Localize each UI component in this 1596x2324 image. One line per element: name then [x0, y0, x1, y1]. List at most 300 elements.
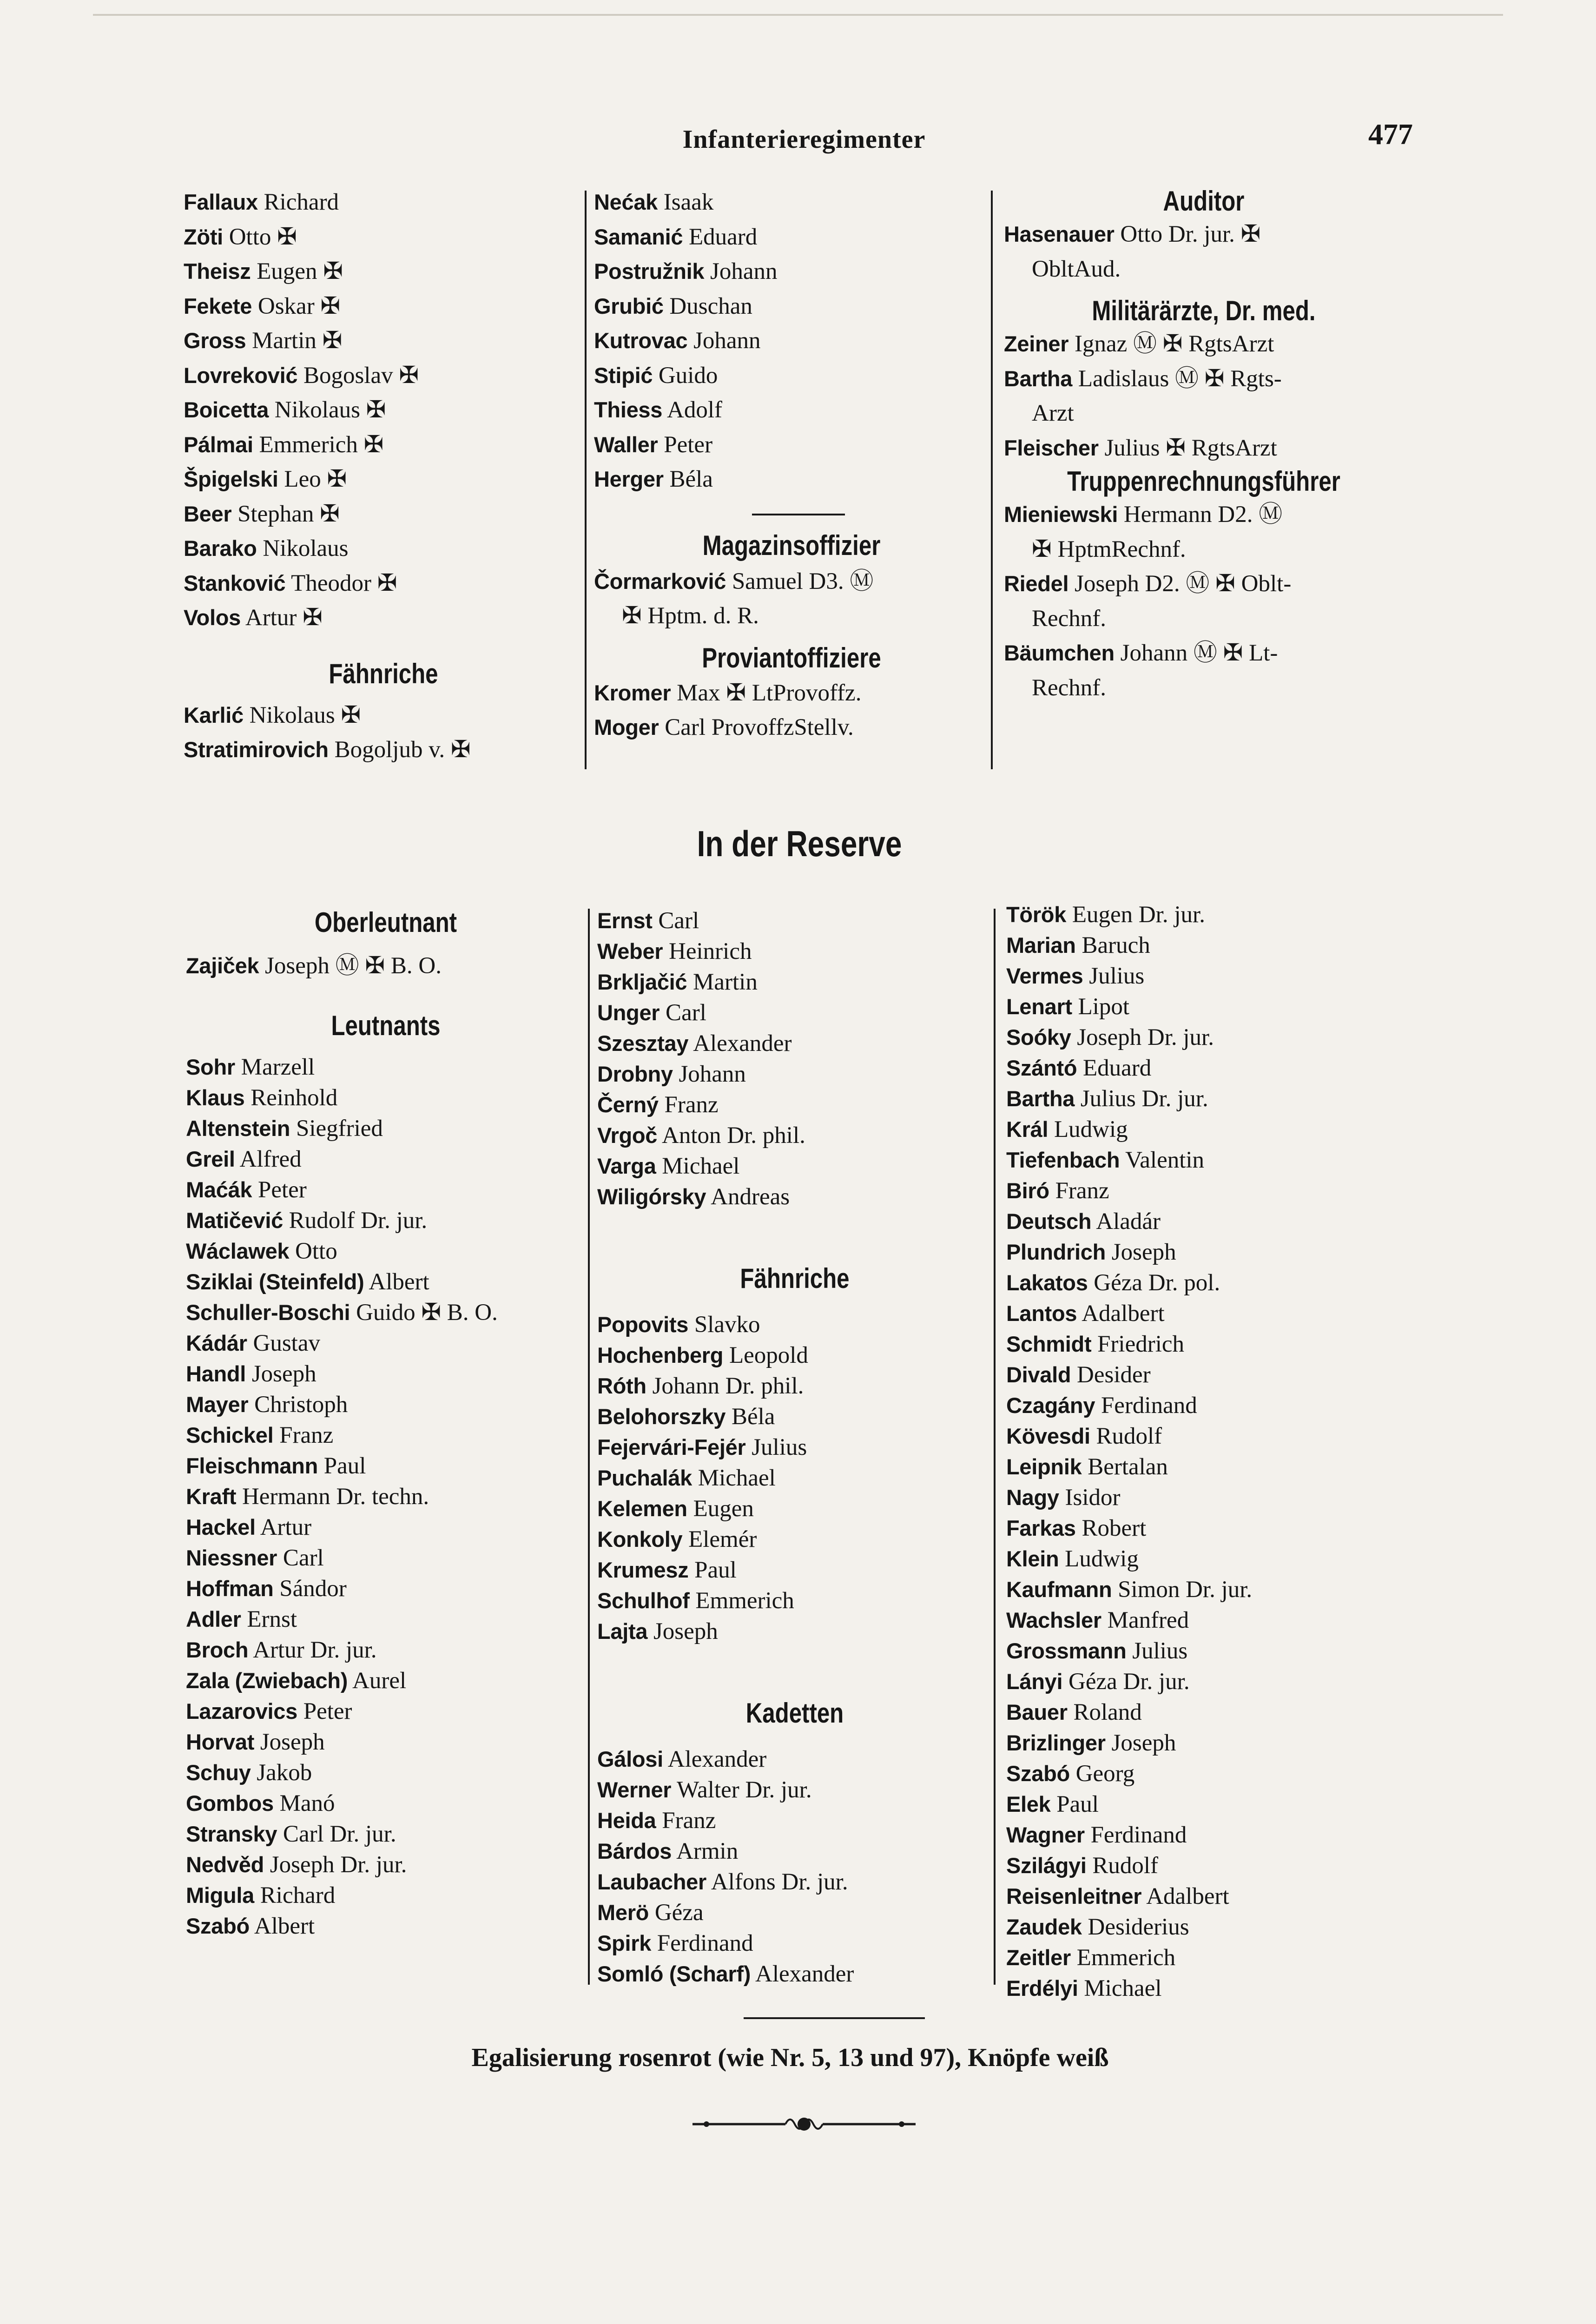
list-item — [1004, 671, 1404, 706]
given-name-and-rank: Richard — [254, 1882, 336, 1908]
list-item — [186, 1757, 586, 1788]
surname: Fleischer — [1004, 435, 1099, 460]
given-name-and-rank: Oskar ✠ — [252, 293, 341, 319]
given-name-and-rank: Eduard — [683, 224, 758, 250]
given-name-and-rank: Johann — [673, 1061, 746, 1087]
list-item — [1006, 1758, 1406, 1789]
section-heading-proviantoffiziere: Proviantoffiziere — [702, 642, 881, 673]
list-item — [1006, 1728, 1406, 1758]
surname: Spirk — [597, 1931, 652, 1955]
list-item — [1006, 1973, 1406, 2004]
surname: Špigelski — [184, 467, 278, 491]
given-name-and-rank: Eugen Dr. jur. — [1066, 902, 1205, 928]
column-divider — [585, 191, 587, 769]
list-item — [1004, 497, 1404, 532]
given-name-and-rank: Johann Dr. phil. — [646, 1373, 804, 1399]
surname: Erdélyi — [1006, 1976, 1078, 2000]
surname: Stratimirovich — [184, 737, 329, 762]
given-name-and-rank: Alexander — [663, 1746, 767, 1772]
section-heading-militaeraerzte: Militärärzte, Dr. med. — [1092, 295, 1316, 326]
surname: Zeiner — [1004, 331, 1069, 356]
given-name-and-rank: Duschan — [663, 293, 752, 319]
list-item — [594, 393, 989, 428]
surname: Sohr — [186, 1054, 235, 1079]
list-item — [184, 254, 583, 289]
list-item — [597, 1928, 992, 1959]
surname: Elek — [1006, 1792, 1051, 1816]
given-name-and-rank: Joseph — [254, 1729, 325, 1755]
given-name-and-rank: Bertalan — [1082, 1454, 1168, 1480]
surname: Schuy — [186, 1760, 251, 1785]
list-item — [1006, 1206, 1406, 1237]
list-item — [1006, 1789, 1406, 1820]
list-item — [186, 1543, 586, 1573]
given-name-and-rank: Stephan ✠ — [231, 501, 340, 527]
column-divider — [588, 909, 590, 1985]
list-item — [186, 1665, 586, 1696]
surname: Lajta — [597, 1619, 648, 1644]
surname: Popovits — [597, 1312, 689, 1337]
list-item — [1004, 327, 1404, 362]
list-item — [597, 1775, 992, 1805]
list-item — [597, 1401, 992, 1432]
surname: Postružnik — [594, 259, 705, 284]
list-item — [1006, 991, 1406, 1022]
surname: Vrgoč — [597, 1123, 658, 1148]
list-item — [184, 289, 583, 324]
list-item — [184, 428, 583, 462]
list-item — [186, 1420, 586, 1451]
surname: Samanić — [594, 224, 683, 249]
surname: Schickel — [186, 1422, 274, 1447]
list-item — [594, 462, 989, 497]
list-item — [597, 1463, 992, 1493]
surname: Soóky — [1006, 1025, 1071, 1050]
surname: Török — [1006, 902, 1067, 927]
given-name-and-rank: ObltAud. — [1032, 256, 1121, 282]
given-name-and-rank: Alfons Dr. jur. — [706, 1869, 848, 1895]
given-name-and-rank: Eugen — [687, 1496, 754, 1522]
list-item — [1006, 1360, 1406, 1390]
column-divider — [994, 909, 996, 1985]
surname: Puchalák — [597, 1466, 692, 1490]
given-name-and-rank: Adalbert — [1141, 1883, 1229, 1909]
surname: Fallaux — [184, 190, 258, 214]
list-item — [1006, 1329, 1406, 1360]
surname: Lakatos — [1006, 1270, 1088, 1295]
given-name-and-rank: Alexander — [688, 1030, 792, 1056]
list-item — [1004, 252, 1404, 287]
given-name-and-rank: Emmerich ✠ — [253, 431, 384, 458]
footer-rule — [744, 2017, 925, 2019]
given-name-and-rank: Peter — [252, 1176, 307, 1203]
given-name-and-rank: Guido ✠ B. O. — [350, 1299, 498, 1326]
list-item — [1006, 1053, 1406, 1083]
surname: Bárdos — [597, 1839, 672, 1863]
section-heading-faehnriche-reserve: Fähnriche — [740, 1263, 850, 1294]
given-name-and-rank: Ferdinand — [1084, 1822, 1187, 1848]
list-item — [1006, 1268, 1406, 1298]
officer-list — [594, 185, 989, 497]
surname: Fejervári-Fejér — [597, 1435, 746, 1459]
surname: Nagy — [1006, 1485, 1059, 1510]
given-name-and-rank: Arzt — [1032, 400, 1074, 426]
given-name-and-rank: Franz — [658, 1092, 719, 1118]
list-item — [1006, 1942, 1406, 1973]
given-name-and-rank: Emmerich — [1070, 1945, 1176, 1971]
given-name-and-rank: Johann — [687, 328, 761, 354]
given-name-and-rank: Géza Dr. jur. — [1062, 1669, 1190, 1695]
list-item — [594, 324, 989, 358]
given-name-and-rank: Baruch — [1075, 932, 1150, 958]
active-column-3 — [1004, 185, 1404, 705]
given-name-and-rank: Heinrich — [663, 938, 752, 964]
list-item — [1004, 431, 1404, 466]
given-name-and-rank: Aladár — [1091, 1208, 1161, 1235]
list-item — [186, 1236, 586, 1267]
surname: Wagner — [1006, 1822, 1085, 1847]
section-heading-kadetten: Kadetten — [745, 1697, 844, 1729]
page-number: 477 — [1368, 118, 1413, 151]
list-item — [1006, 1083, 1406, 1114]
given-name-and-rank: Samuel D3. Ⓜ — [726, 568, 874, 594]
surname: Thiess — [594, 397, 663, 422]
list-item — [186, 1267, 586, 1297]
list-item — [186, 1451, 586, 1481]
given-name-and-rank: Joseph Dr. jur. — [1071, 1024, 1214, 1050]
surname: Werner — [597, 1777, 672, 1802]
list-item — [597, 1120, 992, 1151]
surname: Sziklai (Steinfeld) — [186, 1269, 364, 1294]
given-name-and-rank: Rechnf. — [1032, 674, 1107, 701]
surname: Grubić — [594, 293, 664, 318]
section-heading-magazinsoffizier: Magazinsoffizier — [702, 529, 881, 561]
list-item — [597, 1616, 992, 1647]
given-name-and-rank: Richard — [257, 189, 339, 215]
list-item — [594, 185, 989, 220]
given-name-and-rank: Carl Dr. jur. — [277, 1821, 396, 1847]
list-item — [186, 1205, 586, 1236]
surname: Bartha — [1004, 366, 1073, 391]
given-name-and-rank: Béla — [663, 466, 713, 492]
list-item — [186, 1635, 586, 1665]
surname: Theisz — [184, 259, 251, 284]
given-name-and-rank: Eduard — [1077, 1055, 1152, 1081]
officer-list — [597, 1744, 992, 1989]
surname: Belohorszky — [597, 1404, 726, 1429]
list-item — [184, 733, 583, 767]
list-item — [186, 1144, 586, 1175]
surname: Moger — [594, 715, 659, 739]
list-item — [597, 1340, 992, 1371]
given-name-and-rank: Ludwig — [1059, 1546, 1139, 1572]
given-name-and-rank: Béla — [725, 1404, 775, 1430]
given-name-and-rank: Isaak — [658, 189, 714, 215]
surname: Lenart — [1006, 994, 1072, 1019]
given-name-and-rank: Alfred — [235, 1146, 302, 1172]
given-name-and-rank: Slavko — [688, 1312, 760, 1338]
surname: Plundrich — [1006, 1240, 1106, 1264]
surname: Gross — [184, 328, 246, 353]
list-item — [594, 710, 989, 745]
list-item — [1006, 1636, 1406, 1666]
list-item — [186, 1481, 586, 1512]
given-name-and-rank: Rechnf. — [1032, 605, 1107, 632]
list-item — [1006, 1237, 1406, 1268]
list-item — [186, 1819, 586, 1849]
list-item — [186, 1573, 586, 1604]
surname: Szabó — [1006, 1761, 1070, 1786]
surname: Klein — [1006, 1546, 1059, 1571]
surname: Adler — [186, 1606, 241, 1631]
officer-list — [1004, 497, 1404, 705]
list-item — [184, 220, 583, 255]
given-name-and-rank: Emmerich — [689, 1588, 794, 1614]
given-name-and-rank: Guido — [653, 362, 718, 389]
surname: Somló (Scharf) — [597, 1961, 751, 1986]
list-item — [1004, 636, 1404, 671]
given-name-and-rank: Aurel — [348, 1667, 407, 1694]
given-name-and-rank: ✠ HptmRechnf. — [1032, 536, 1186, 562]
given-name-and-rank: Joseph — [647, 1618, 718, 1644]
list-item — [184, 358, 583, 393]
list-item — [597, 1524, 992, 1555]
given-name-and-rank: Leopold — [723, 1342, 808, 1368]
list-item — [186, 1849, 586, 1880]
list-item — [186, 1052, 586, 1083]
list-item — [597, 1585, 992, 1616]
officer-list — [184, 698, 583, 767]
given-name-and-rank: Carl ProvoffzStellv. — [659, 714, 854, 740]
officer-list — [597, 1309, 992, 1647]
given-name-and-rank: Géza — [649, 1900, 704, 1926]
surname: Stransky — [186, 1821, 277, 1846]
list-item — [597, 1744, 992, 1775]
given-name-and-rank: Roland — [1067, 1699, 1142, 1725]
officer-list — [186, 949, 586, 984]
surname: Farkas — [1006, 1516, 1076, 1540]
given-name-and-rank: Otto ✠ — [223, 224, 297, 250]
given-name-and-rank: Manó — [273, 1790, 335, 1816]
officer-list — [1004, 327, 1404, 465]
given-name-and-rank: Andreas — [706, 1184, 790, 1210]
list-item — [597, 936, 992, 967]
list-item — [186, 1113, 586, 1144]
surname: Maćák — [186, 1177, 252, 1202]
given-name-and-rank: Johann Ⓜ ✠ Lt- — [1114, 640, 1278, 666]
surname: Beer — [184, 501, 232, 526]
given-name-and-rank: Peter — [658, 431, 713, 458]
list-item — [184, 601, 583, 635]
officer-list — [594, 564, 989, 634]
list-item — [186, 1297, 586, 1328]
surname: Krumesz — [597, 1558, 689, 1582]
given-name-and-rank: Elemér — [682, 1526, 757, 1552]
given-name-and-rank: Joseph — [1105, 1730, 1176, 1756]
list-item — [597, 1867, 992, 1897]
list-item — [597, 1371, 992, 1401]
surname: Wáclawek — [186, 1238, 290, 1263]
list-item — [1004, 532, 1404, 567]
given-name-and-rank: Paul — [1050, 1791, 1099, 1817]
list-item — [1006, 1513, 1406, 1544]
surname: Herger — [594, 467, 664, 491]
surname: Ernst — [597, 908, 653, 933]
surname: Pálmai — [184, 432, 253, 457]
surname: Biró — [1006, 1178, 1049, 1203]
list-item — [186, 1328, 586, 1359]
given-name-and-rank: Bogoslav ✠ — [297, 362, 419, 389]
given-name-and-rank: Robert — [1075, 1515, 1147, 1541]
given-name-and-rank: Nikolaus — [257, 535, 349, 561]
given-name-and-rank: Friedrich — [1091, 1331, 1185, 1357]
surname: Czagány — [1006, 1393, 1095, 1418]
list-item — [1004, 217, 1404, 252]
given-name-and-rank: Joseph Dr. jur. — [264, 1851, 407, 1878]
surname: Gálosi — [597, 1747, 663, 1771]
list-item — [186, 1788, 586, 1819]
given-name-and-rank: Johann — [704, 258, 778, 284]
list-item — [597, 1151, 992, 1182]
list-item — [186, 1604, 586, 1635]
surname: Szántó — [1006, 1056, 1077, 1080]
surname: Zajiček — [186, 953, 259, 978]
given-name-and-rank: Martin — [687, 969, 758, 995]
surname: Klaus — [186, 1085, 245, 1110]
given-name-and-rank: Artur Dr. jur. — [248, 1637, 377, 1663]
column-divider — [991, 191, 993, 769]
list-item — [597, 1309, 992, 1340]
list-item — [594, 358, 989, 393]
given-name-and-rank: Rudolf Dr. jur. — [283, 1207, 428, 1234]
given-name-and-rank: Nikolaus ✠ — [269, 397, 386, 423]
surname: Weber — [597, 939, 663, 964]
given-name-and-rank: Desiderius — [1082, 1914, 1189, 1940]
surname: Kromer — [594, 680, 671, 705]
ornament-divider — [688, 2106, 920, 2143]
running-header: Infanterieregimenter — [682, 125, 926, 154]
surname: Greil — [186, 1146, 235, 1171]
surname: Horvat — [186, 1729, 255, 1754]
surname: Drobny — [597, 1062, 673, 1086]
given-name-and-rank: Otto Dr. jur. ✠ — [1114, 221, 1261, 247]
surname: Matičević — [186, 1208, 283, 1233]
given-name-and-rank: Ignaz Ⓜ ✠ RgtsArzt — [1068, 331, 1274, 357]
active-column-2 — [594, 185, 989, 745]
given-name-and-rank: Franz — [1049, 1178, 1109, 1204]
surname: Handl — [186, 1361, 246, 1386]
surname: Marian — [1006, 933, 1076, 957]
surname: Král — [1006, 1117, 1049, 1142]
officer-list — [186, 1052, 586, 1941]
given-name-and-rank: Leo ✠ — [278, 466, 347, 492]
list-item — [1006, 1850, 1406, 1881]
given-name-and-rank: Jakob — [251, 1759, 312, 1786]
surname: Waller — [594, 432, 658, 457]
surname: Wiligórsky — [597, 1184, 706, 1209]
given-name-and-rank: Desider — [1071, 1362, 1151, 1388]
given-name-and-rank: Joseph Ⓜ ✠ B. O. — [259, 953, 442, 979]
uniform-note: Egalisierung rosenrot (wie Nr. 5, 13 und 97), Knöpfe weiß — [471, 2043, 1109, 2072]
list-item — [597, 1028, 992, 1059]
given-name-and-rank: Rudolf — [1090, 1423, 1162, 1449]
surname: Stipić — [594, 363, 653, 388]
surname: Divald — [1006, 1362, 1071, 1387]
list-item — [1006, 1298, 1406, 1329]
given-name-and-rank: Ernst — [241, 1606, 297, 1632]
given-name-and-rank: Gustav — [247, 1330, 320, 1356]
surname: Lovreković — [184, 363, 298, 388]
given-name-and-rank: Carl — [660, 1000, 706, 1026]
given-name-and-rank: Ferdinand — [1095, 1393, 1197, 1419]
given-name-and-rank: ✠ Hptm. d. R. — [622, 603, 759, 629]
surname: Fekete — [184, 293, 252, 318]
list-item — [184, 531, 583, 566]
list-item — [1006, 1452, 1406, 1482]
list-item — [184, 462, 583, 497]
list-item — [597, 1805, 992, 1836]
surname: Altenstein — [186, 1116, 290, 1141]
surname: Schmidt — [1006, 1332, 1092, 1356]
given-name-and-rank: Marzell — [235, 1054, 315, 1080]
surname: Broch — [186, 1637, 249, 1662]
surname: Reisenleitner — [1006, 1884, 1142, 1908]
list-item — [597, 1059, 992, 1089]
given-name-and-rank: Michael — [656, 1153, 740, 1179]
reserve-column-2 — [597, 905, 992, 1989]
given-name-and-rank: Reinhold — [244, 1084, 338, 1111]
given-name-and-rank: Nikolaus ✠ — [243, 702, 361, 728]
surname: Szilágyi — [1006, 1853, 1087, 1878]
section-heading-oberleutnant: Oberleutnant — [314, 907, 457, 938]
list-item — [1006, 1666, 1406, 1697]
given-name-and-rank: Bogoljub v. ✠ — [328, 737, 471, 763]
list-item — [1006, 1912, 1406, 1942]
list-item — [1006, 1697, 1406, 1728]
surname: Lantos — [1006, 1301, 1077, 1326]
given-name-and-rank: Paul — [688, 1557, 737, 1583]
list-item — [1006, 1421, 1406, 1452]
surname: Schulhof — [597, 1588, 690, 1613]
given-name-and-rank: Manfred — [1101, 1607, 1189, 1633]
given-name-and-rank: Simon Dr. jur. — [1112, 1577, 1253, 1603]
surname: Kövesdi — [1006, 1424, 1090, 1448]
given-name-and-rank: Ladislaus Ⓜ ✠ Rgts- — [1072, 365, 1282, 392]
given-name-and-rank: Albert — [249, 1913, 315, 1939]
surname: Konkoly — [597, 1527, 683, 1552]
given-name-and-rank: Artur ✠ — [240, 605, 323, 631]
surname: Niessner — [186, 1545, 277, 1570]
surname: Brizlinger — [1006, 1730, 1106, 1755]
surname: Hasenauer — [1004, 222, 1115, 246]
given-name-and-rank: Georg — [1069, 1761, 1135, 1787]
given-name-and-rank: Julius ✠ RgtsArzt — [1098, 435, 1277, 461]
list-item — [1006, 1022, 1406, 1053]
given-name-and-rank: Otto — [289, 1238, 337, 1264]
surname: Riedel — [1004, 571, 1069, 596]
list-item — [184, 185, 583, 220]
list-item — [1006, 899, 1406, 930]
list-item — [184, 497, 583, 532]
given-name-and-rank: Martin ✠ — [246, 328, 343, 354]
list-item — [1006, 1145, 1406, 1175]
list-item — [186, 1389, 586, 1420]
given-name-and-rank: Valentin — [1120, 1147, 1205, 1173]
surname: Nećak — [594, 190, 658, 214]
surname: Bauer — [1006, 1700, 1068, 1724]
surname: Bartha — [1006, 1086, 1075, 1111]
surname: Unger — [597, 1000, 660, 1025]
